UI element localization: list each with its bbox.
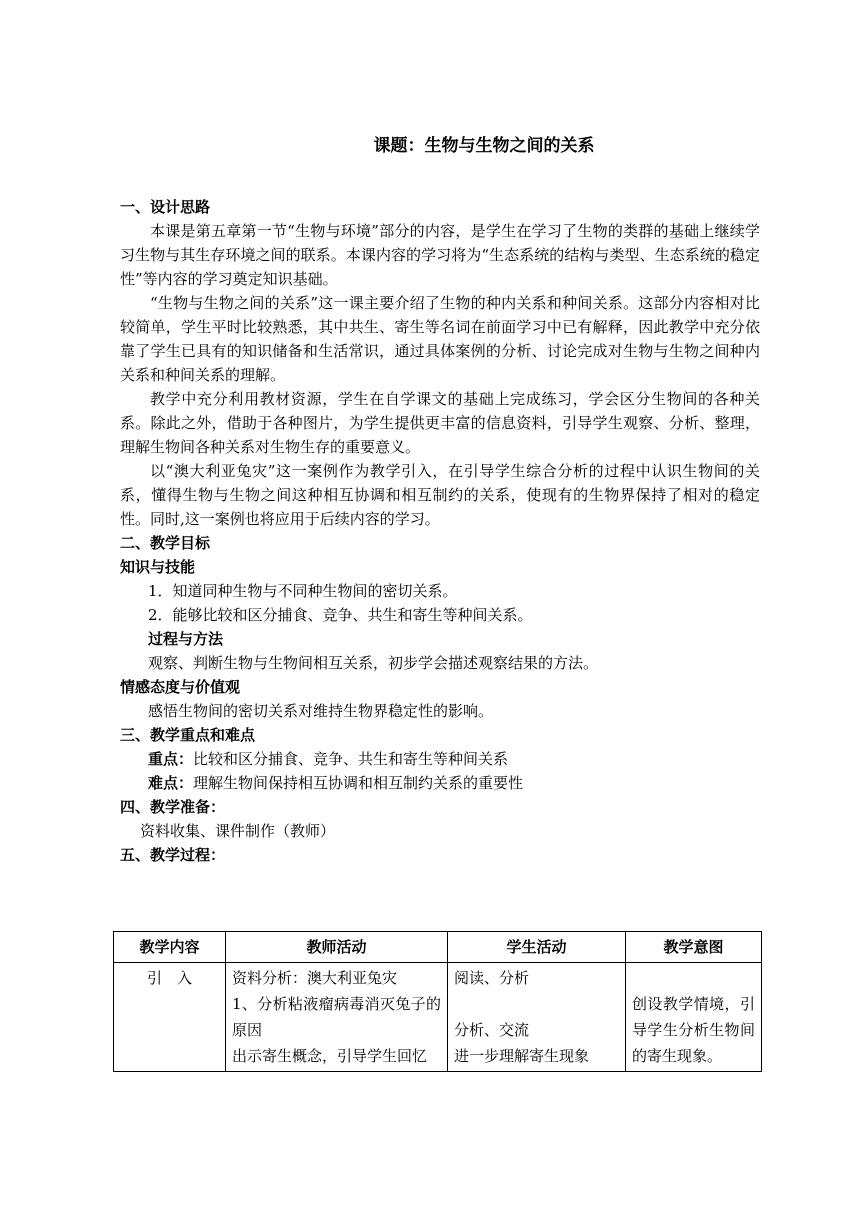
intent-text: 创设教学情境，引导学生分析生物间的寄生现象。 bbox=[632, 995, 755, 1065]
table-header-row bbox=[114, 932, 762, 963]
section1-paragraph-4: 以“澳大利亚兔灾”这一案例作为教学引入，在引导学生综合分析的过程中认识生物间的关系，懂得生物与生物之间这种相互协调和相互制约的关系，使现有的生物界保持了相对的稳定性。同时,这一案例也将应用于后续内容的学习。 bbox=[120, 462, 760, 528]
student-activity-2: 分析、交流 bbox=[454, 1021, 530, 1039]
teaching-process-table bbox=[113, 931, 762, 1072]
process-heading: 过程与方法 bbox=[148, 630, 224, 648]
knowledge-heading: 知识与技能 bbox=[120, 558, 196, 576]
key-point-label: 重点： bbox=[148, 750, 194, 768]
document-body bbox=[120, 195, 760, 867]
section2-heading: 二、教学目标 bbox=[120, 534, 211, 552]
section1-heading: 一、设计思路 bbox=[120, 198, 211, 216]
knowledge-item-1: 1．知道同种生物与不同种生物间的密切关系。 bbox=[148, 582, 458, 600]
section1-paragraph-1: 本课是第五章第一节“生物与环境”部分的内容，是学生在学习了生物的类群的基础上继续学习生物与其生存环境之间的联系。本课内容的学习将为“生态系统的结构与类型、生态系统的稳定性”等内容的学习奠定知识基础。 bbox=[120, 222, 760, 288]
teacher-activity-3: 出示寄生概念，引导学生回忆 bbox=[232, 1047, 428, 1065]
section4-heading: 四、教学准备： bbox=[120, 798, 226, 816]
intent-spacer bbox=[632, 965, 755, 991]
difficult-point-label: 难点： bbox=[148, 774, 194, 792]
student-activity-1: 阅读、分析 bbox=[454, 969, 530, 987]
table-row bbox=[114, 963, 762, 1072]
cell-intent bbox=[626, 963, 762, 1072]
section1-paragraph-2: “生物与生物之间的关系”这一课主要介绍了生物的种内关系和种间关系。这部分内容相对比较简单，学生平时比较熟悉，其中共生、寄生等名词在前面学习中已有解释，因此教学中充分依靠了学生已具有的知识储备和生活常识，通过具体案例的分析、讨论完成对生物与生物之间种内关系和种间关系的理解。 bbox=[120, 294, 760, 384]
cell-teacher bbox=[226, 963, 448, 1072]
key-point bbox=[120, 747, 760, 771]
cell-content: 引 入 bbox=[114, 963, 226, 1072]
cell-student bbox=[448, 963, 626, 1072]
process-text: 观察、判断生物与生物间相互关系，初步学会描述观察结果的方法。 bbox=[148, 654, 599, 672]
teacher-activity-1: 资料分析：澳大利亚兔灾 bbox=[232, 969, 398, 987]
lesson-title: 课题：生物与生物之间的关系 bbox=[373, 136, 595, 156]
section5-heading: 五、教学过程： bbox=[120, 846, 226, 864]
header-teacher: 教师活动 bbox=[226, 932, 448, 963]
emotion-text: 感悟生物间的密切关系对维持生物界稳定性的影响。 bbox=[148, 702, 494, 720]
knowledge-item-2: 2．能够比较和区分捕食、竞争、共生和寄生等种间关系。 bbox=[148, 606, 533, 624]
teacher-activity-2: 1、分析粘液瘤病毒消灭兔子的原因 bbox=[232, 995, 441, 1039]
section1-paragraph-3: 教学中充分利用教材资源，学生在自学课文的基础上完成练习，学会区分生物间的各种关系。除此之外，借助于各种图片，为学生提供更丰富的信息资料，引导学生观察、分析、整理，理解生物间各种关系对生物生存的重要意义。 bbox=[120, 390, 760, 456]
difficult-point-text: 理解生物间保持相互协调和相互制约关系的重要性 bbox=[193, 774, 524, 792]
section4-text: 资料收集、课件制作（教师） bbox=[140, 822, 336, 840]
emotion-heading: 情感态度与价值观 bbox=[120, 678, 241, 696]
header-student: 学生活动 bbox=[448, 932, 626, 963]
key-point-text: 比较和区分捕食、竞争、共生和寄生等种间关系 bbox=[193, 750, 509, 768]
difficult-point bbox=[120, 771, 760, 795]
student-activity-3: 进一步理解寄生现象 bbox=[454, 1047, 590, 1065]
student-spacer bbox=[454, 991, 619, 1017]
header-content: 教学内容 bbox=[114, 932, 226, 963]
header-intent: 教学意图 bbox=[626, 932, 762, 963]
section3-heading: 三、教学重点和难点 bbox=[120, 726, 256, 744]
